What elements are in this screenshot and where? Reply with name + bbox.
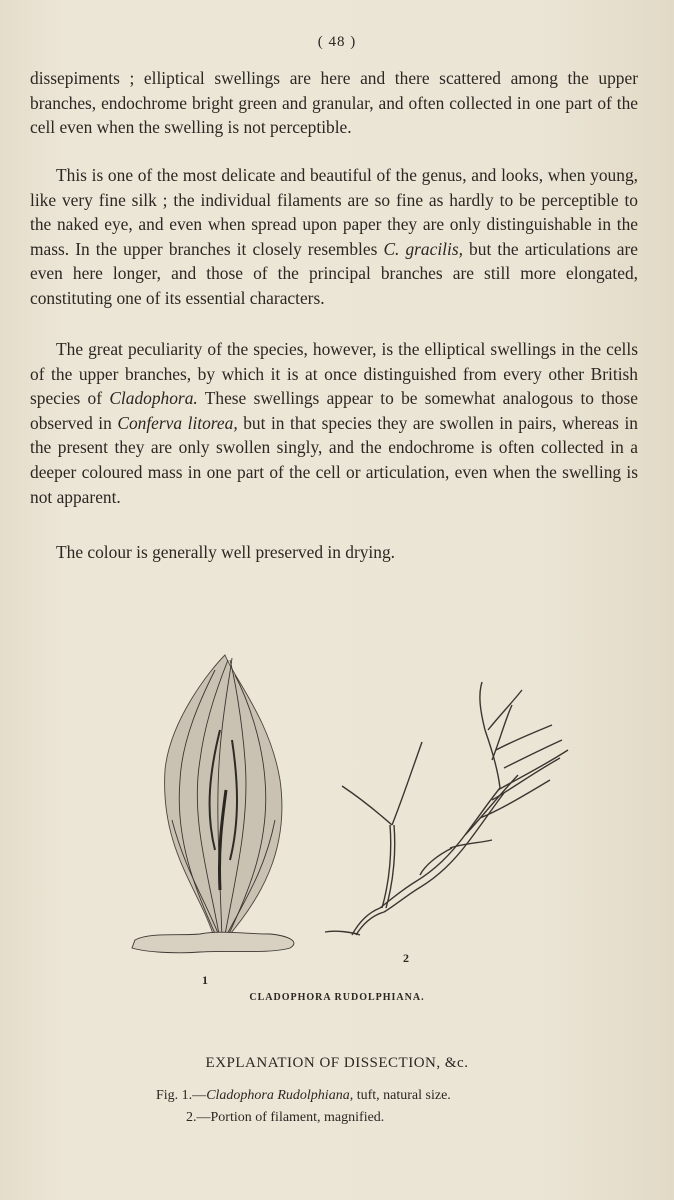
- paragraph-3-text-e: but in that species they are swollen in pairs, whereas in the present they are only swollen singly, and the endochrome is often collected in a deeper coloured mass in one part of the cell or articulation, even when the swelling is not apparent.: [30, 412, 638, 507]
- explanation-heading: EXPLANATION OF DISSECTION, &c.: [205, 1055, 469, 1071]
- tuft-drawing: [132, 655, 294, 953]
- paragraph-3: [30, 337, 638, 509]
- paragraph-3-text-c: These swellings appear to be somewhat analogous to those observed in: [30, 388, 638, 433]
- figure-caption: CLADOPHORA RUDOLPHIANA.: [249, 992, 425, 1003]
- page-number: ( 48 ): [317, 34, 357, 50]
- paragraph-2-text-a: This is one of the most delicate and beautiful of the genus, and looks, when young, like very fine silk ; the individual filaments are so fine as hardly to be perceptible to the naked eye, and even when spread upon paper they are only distinguishable in the mass. In the upper branches it closely resembles: [30, 165, 638, 259]
- paragraph-4: [30, 540, 638, 565]
- paragraph-2-text-c: but the articulations are even here longer, and those of the principal branches are still more elongated, constituting one of its essential characters.: [30, 238, 638, 308]
- figure-2-label: 2: [403, 951, 409, 965]
- explanation-fig-2: 2.—Portion of filament, magnified.: [186, 1110, 385, 1125]
- paragraph-2-species-name: C. gracilis,: [383, 238, 463, 259]
- paragraph-4-text: The colour is generally well preserved in drying.: [56, 542, 396, 562]
- filament-drawing: [325, 682, 568, 935]
- paragraph-1-text: dissepiments ; elliptical swellings are here and there scattered among the upper branches, endochrome bright green and granular, and often collected in one part of the cell even when the swelling is not perceptible.: [30, 68, 638, 138]
- paragraph-3-text-a: The great peculiarity of the species, however, is the elliptical swellings in the cells of the upper branches, by which it is at once distinguished from every other British species of: [30, 339, 638, 409]
- figure-1-label: 1: [202, 973, 208, 987]
- paragraph-3-species-name: Conferva litorea,: [117, 412, 238, 433]
- explanation-fig-1-suffix: tuft, natural size.: [353, 1088, 451, 1103]
- paragraph-3-genus-name: Cladophora.: [109, 388, 198, 409]
- paragraph-2: [30, 163, 638, 311]
- seaweed-illustration: [120, 650, 590, 990]
- paragraph-1: [30, 66, 638, 140]
- explanation-fig-1: [156, 1088, 451, 1104]
- explanation-fig-1-prefix: Fig. 1.—: [156, 1088, 207, 1103]
- explanation-fig-1-name: Cladophora Rudolphiana,: [206, 1088, 354, 1103]
